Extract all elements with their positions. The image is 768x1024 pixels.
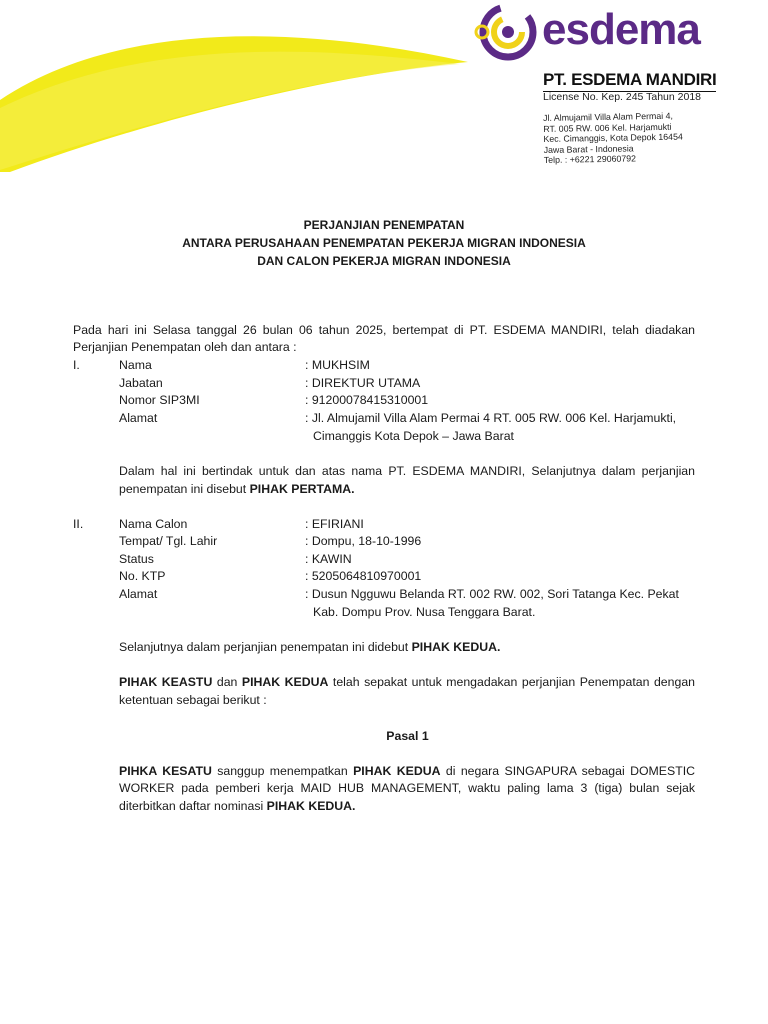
license-number: License No. Kep. 245 Tahun 2018 (543, 91, 702, 103)
party-1-statement-line-2 (119, 481, 355, 499)
party-1-label-sip3mi: Nomor SIP3MI (119, 393, 200, 407)
address-line: Jawa Barat - Indonesia (543, 143, 634, 155)
text-run: sanggup menempatkan (211, 764, 354, 778)
text-run: telah sepakat untuk mengadakan perjanjian Penempatan dengan (328, 675, 695, 689)
party-2-label-nama: Nama Calon (119, 517, 188, 531)
address-line: RT. 005 RW. 006 Kel. Harjamukti (543, 121, 672, 134)
intro-line-2: Perjanjian Penempatan oleh dan antara : (73, 340, 297, 354)
phone-line: Telp. : +6221 29060792 (543, 153, 637, 166)
company-address (543, 111, 683, 166)
party-2-value-nama: : EFIRIANI (305, 517, 364, 531)
party-1-address-continued: Cimanggis Kota Depok – Jawa Barat (313, 429, 514, 443)
party-2-label-status: Status (119, 552, 154, 566)
agreement-line-2: ketentuan sebagai berikut : (119, 693, 267, 707)
pasal-1-heading: Pasal 1 (386, 729, 429, 743)
party-1-value-nama: : MUKHSIM (305, 358, 370, 372)
party-2-value-ktp: : 5205064810970001 (305, 569, 422, 583)
statement-text: penempatan ini disebut (119, 482, 250, 496)
pasal-1-line-2: WORKER pada pemberi kerja MAID HUB MANAGEMENT, waktu paling lama 3 (tiga) bulan sejak (119, 781, 695, 795)
document-title-line-1: PERJANJIAN PENEMPATAN (303, 218, 465, 232)
document-title-line-3: DAN CALON PEKERJA MIGRAN INDONESIA (257, 254, 511, 268)
agreement-line-1 (119, 674, 695, 692)
party-1-label-nama: Nama (119, 358, 152, 372)
pasal-1-line-1 (119, 763, 695, 781)
bold-term: PIHAK KEDUA (353, 764, 441, 778)
party-2-value-status: : KAWIN (305, 552, 352, 566)
bold-term: PIHAK KEDUA (241, 675, 329, 689)
bold-term: PIHAK KEASTU (119, 675, 213, 689)
party-2-value-alamat: : Dusun Ngguwu Belanda RT. 002 RW. 002, Sori Tatanga Kec. Pekat (305, 587, 679, 601)
pihak-pertama-term: PIHAK PERTAMA. (249, 482, 355, 496)
party-2-statement (119, 639, 500, 657)
party-2-label-ktp: No. KTP (119, 569, 166, 583)
document-title-line-2: ANTARA PERUSAHAAN PENEMPATAN PEKERJA MIGRAN INDONESIA (182, 236, 586, 250)
letterhead-yellow-swoosh (0, 0, 470, 175)
party-1-value-alamat: : Jl. Almujamil Villa Alam Permai 4 RT. 005 RW. 006 Kel. Harjamukti, (305, 411, 677, 425)
party-1-label-alamat: Alamat (119, 411, 158, 425)
pasal-text: diterbitkan daftar nominasi (119, 799, 267, 813)
party-2-number: II. (73, 517, 84, 531)
text-run: di negara SINGAPURA sebagai DOMESTIC (440, 764, 695, 778)
intro-line-1: Pada hari ini Selasa tanggal 26 bulan 06 tahun 2025, bertempat di PT. ESDEMA MANDIRI, telah diadakan (73, 323, 695, 337)
party-2-label-alamat: Alamat (119, 587, 158, 601)
pihak-kedua-term: PIHAK KEDUA. (266, 799, 356, 813)
party-2-value-ttl: : Dompu, 18-10-1996 (305, 534, 422, 548)
party-2-label-ttl: Tempat/ Tgl. Lahir (119, 534, 218, 548)
party-1-label-jabatan: Jabatan (119, 376, 163, 390)
party-1-statement-line-1: Dalam hal ini bertindak untuk dan atas nama PT. ESDEMA MANDIRI, Selanjutnya dalam perjanjian (119, 464, 695, 478)
party-1-number: I. (73, 358, 80, 372)
brand-wordmark: esdema (542, 5, 700, 54)
pihak-kedua-term: PIHAK KEDUA. (411, 640, 501, 654)
statement-text: Selanjutnya dalam perjanjian penempatan ini didebut (119, 640, 412, 654)
company-name: PT. ESDEMA MANDIRI (543, 70, 716, 92)
address-line: Kec. Cimanggis, Kota Depok 16454 (543, 131, 683, 145)
party-1-value-sip3mi: : 91200078415310001 (305, 393, 429, 407)
pasal-1-line-3 (119, 798, 355, 816)
bold-term: PIHKA KESATU (119, 764, 212, 778)
text-run: dan (212, 675, 242, 689)
party-1-value-jabatan: : DIREKTUR UTAMA (305, 376, 421, 390)
party-2-address-continued: Kab. Dompu Prov. Nusa Tenggara Barat. (313, 605, 536, 619)
address-line: Jl. Almujamil Villa Alam Permai 4, (543, 110, 674, 123)
